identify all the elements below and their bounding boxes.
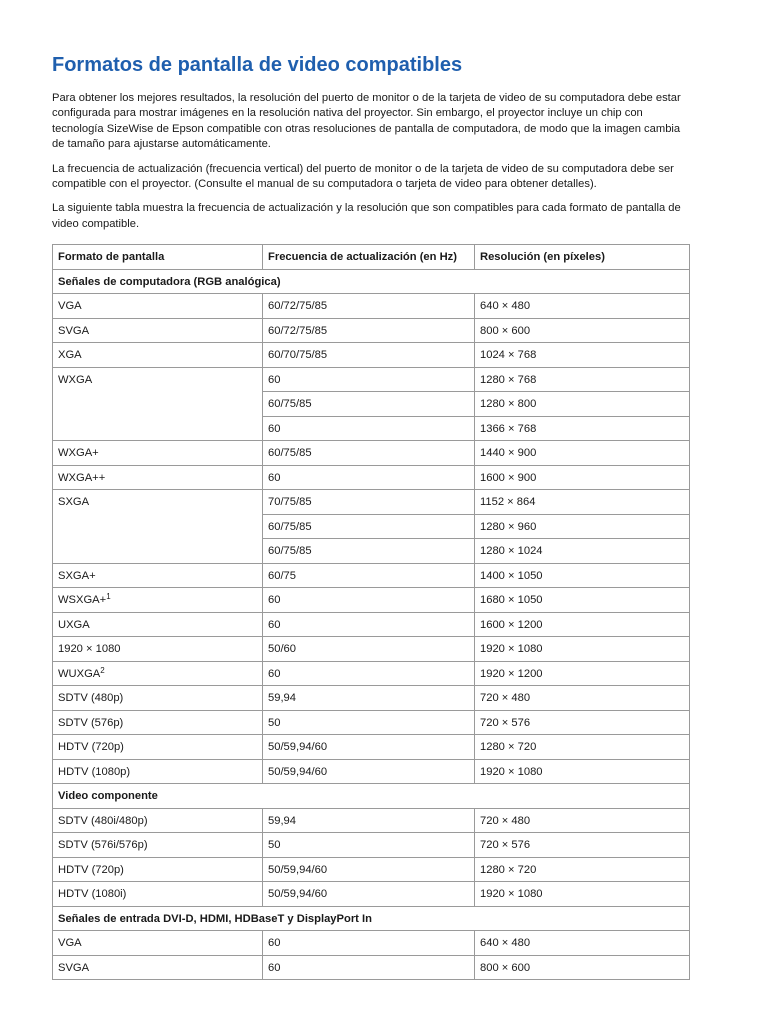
format-name-cell: [53, 710, 263, 735]
resolution-cell: 1440 × 900: [475, 441, 690, 466]
refresh-rate-cell: 60: [263, 367, 475, 392]
refresh-rate-cell: 50/59,94/60: [263, 882, 475, 907]
format-name: SVGA: [58, 324, 90, 337]
format-name-cell: [53, 833, 263, 858]
refresh-rate-cell: 60: [263, 612, 475, 637]
table-body: [53, 269, 690, 980]
format-name: SDTV (576p): [58, 716, 124, 729]
refresh-rate-cell: 50: [263, 710, 475, 735]
header-refresh-rate: Frecuencia de actualización (en Hz): [263, 245, 475, 270]
table-row: [53, 931, 690, 956]
table-row: [53, 882, 690, 907]
format-name-cell: [53, 759, 263, 784]
format-name: HDTV (1080i): [58, 888, 127, 900]
refresh-rate-cell: 60: [263, 661, 475, 686]
table-row: [53, 710, 690, 735]
format-name-cell: [53, 686, 263, 711]
resolution-cell: 800 × 600: [475, 318, 690, 343]
table-row: [53, 588, 690, 613]
format-name: WUXGA: [58, 667, 101, 680]
refresh-rate-cell: 60: [263, 955, 475, 980]
resolution-cell: 1024 × 768: [475, 343, 690, 368]
format-name: WSXGA+: [58, 594, 107, 606]
refresh-rate-cell: 60/75/85: [263, 441, 475, 466]
resolution-cell: 1680 × 1050: [475, 588, 690, 613]
format-name-cell: [53, 441, 263, 466]
table-row: [53, 833, 690, 858]
table-row: [53, 465, 690, 490]
format-name: WXGA: [58, 373, 93, 386]
format-name: SXGA+: [58, 569, 96, 582]
refresh-rate-cell: 60/75/85: [263, 539, 475, 564]
table-row: [53, 318, 690, 343]
table-header-row: [53, 245, 690, 270]
resolution-cell: 720 × 576: [475, 833, 690, 858]
refresh-rate-cell: 60: [263, 588, 475, 613]
resolution-cell: 1280 × 768: [475, 367, 690, 392]
table-row: [53, 563, 690, 588]
format-name-cell: [53, 955, 263, 980]
resolution-cell: 1600 × 1200: [475, 612, 690, 637]
format-name-cell: [53, 661, 263, 686]
refresh-rate-cell: 70/75/85: [263, 490, 475, 515]
refresh-rate-cell: 50/59,94/60: [263, 857, 475, 882]
header-display-format: Formato de pantalla: [53, 245, 263, 270]
resolution-cell: 640 × 480: [475, 931, 690, 956]
format-name-cell: [53, 588, 263, 613]
format-name-cell: [53, 490, 263, 564]
table-row: [53, 367, 690, 392]
refresh-rate-cell: 60: [263, 465, 475, 490]
table-row: [53, 612, 690, 637]
intro-paragraph-2: La frecuencia de actualización (frecuencia vertical) del puerto de monitor o de la tarjeta de video de su computadora debe ser compatible con el proyector. (Consulte el manual de su computadora o tarjeta de video para obtener detalles).: [52, 162, 674, 191]
format-name: WXGA+: [58, 447, 99, 459]
refresh-rate-cell: 50/60: [263, 637, 475, 662]
format-name: VGA: [58, 300, 82, 312]
format-name-cell: [53, 465, 263, 490]
resolution-cell: 1920 × 1080: [475, 882, 690, 907]
resolution-cell: 1400 × 1050: [475, 563, 690, 588]
refresh-rate-cell: 59,94: [263, 808, 475, 833]
resolution-cell: 720 × 576: [475, 710, 690, 735]
table-row: [53, 637, 690, 662]
format-name-cell: [53, 294, 263, 319]
section-header-row: [53, 906, 690, 931]
table-row: [53, 735, 690, 760]
format-name: HDTV (1080p): [58, 765, 131, 778]
resolution-cell: 1600 × 900: [475, 465, 690, 490]
refresh-rate-cell: 60: [263, 416, 475, 441]
format-name-cell: [53, 931, 263, 956]
section-title: Video componente: [53, 784, 690, 809]
refresh-rate-cell: 50: [263, 833, 475, 858]
refresh-rate-cell: 60/72/75/85: [263, 318, 475, 343]
refresh-rate-cell: 60/70/75/85: [263, 343, 475, 368]
format-name-cell: [53, 318, 263, 343]
resolution-cell: 720 × 480: [475, 808, 690, 833]
format-name-cell: [53, 612, 263, 637]
resolution-cell: 800 × 600: [475, 955, 690, 980]
footnote-marker: 2: [100, 665, 105, 675]
format-name: SVGA: [58, 961, 90, 974]
section-title: Señales de computadora (RGB analógica): [53, 269, 690, 294]
resolution-cell: 720 × 480: [475, 686, 690, 711]
resolution-cell: 1280 × 720: [475, 857, 690, 882]
table-row: [53, 686, 690, 711]
refresh-rate-cell: 50/59,94/60: [263, 735, 475, 760]
refresh-rate-cell: 60: [263, 931, 475, 956]
refresh-rate-cell: 60/75: [263, 563, 475, 588]
section-header-row: [53, 269, 690, 294]
section-title: Señales de entrada DVI-D, HDMI, HDBaseT y DisplayPort In: [53, 906, 690, 931]
intro-paragraph-1: Para obtener los mejores resultados, la resolución del puerto de monitor o de la tarjeta de video de su computadora debe estar configurada para mostrar imágenes en la resolución nativa del proyector. Sin embargo, el proyector incluye un chip con tecnología SizeWise de Epson compatible con otras resoluciones de pantalla de computadora, de modo que la imagen cambia de tamaño para ajustarse automáticamente.: [52, 92, 681, 151]
video-formats-table: [52, 244, 690, 980]
format-name: VGA: [58, 937, 82, 949]
resolution-cell: 1280 × 800: [475, 392, 690, 417]
page-title: Formatos de pantalla de video compatibles: [52, 54, 463, 76]
format-name-cell: [53, 637, 263, 662]
format-name-cell: [53, 857, 263, 882]
resolution-cell: 1366 × 768: [475, 416, 690, 441]
resolution-cell: 1280 × 1024: [475, 539, 690, 564]
format-name: WXGA++: [58, 471, 106, 484]
format-name: XGA: [58, 349, 82, 361]
format-name: HDTV (720p): [58, 741, 124, 753]
format-name: HDTV (720p): [58, 863, 124, 876]
table-row: [53, 490, 690, 515]
format-name: 1920 × 1080: [58, 643, 121, 655]
format-name: SDTV (576i/576p): [58, 839, 148, 851]
refresh-rate-cell: 59,94: [263, 686, 475, 711]
refresh-rate-cell: 50/59,94/60: [263, 759, 475, 784]
table-row: [53, 294, 690, 319]
table-row: [53, 343, 690, 368]
document-page: [52, 52, 692, 980]
intro-paragraph-3: La siguiente tabla muestra la frecuencia de actualización y la resolución que son compatibles para cada formato de pantalla de video compatible.: [52, 202, 681, 230]
format-name-cell: [53, 735, 263, 760]
format-name: SXGA: [58, 496, 90, 509]
footnote-marker: 1: [106, 592, 111, 601]
section-header-row: [53, 784, 690, 809]
table-row: [53, 808, 690, 833]
format-name-cell: [53, 367, 263, 441]
format-name: SDTV (480i/480p): [58, 814, 148, 827]
table-row: [53, 857, 690, 882]
format-name-cell: [53, 563, 263, 588]
refresh-rate-cell: 60/75/85: [263, 392, 475, 417]
resolution-cell: 1280 × 960: [475, 514, 690, 539]
resolution-cell: 1280 × 720: [475, 735, 690, 760]
resolution-cell: 1920 × 1080: [475, 759, 690, 784]
table-row: [53, 955, 690, 980]
resolution-cell: 1920 × 1080: [475, 637, 690, 662]
format-name-cell: [53, 343, 263, 368]
format-name: SDTV (480p): [58, 692, 124, 704]
resolution-cell: 1920 × 1200: [475, 661, 690, 686]
table-row: [53, 759, 690, 784]
table-row: [53, 661, 690, 686]
format-name: UXGA: [58, 618, 90, 631]
refresh-rate-cell: 60/72/75/85: [263, 294, 475, 319]
resolution-cell: 1152 × 864: [475, 490, 690, 515]
table-row: [53, 441, 690, 466]
format-name-cell: [53, 808, 263, 833]
format-name-cell: [53, 882, 263, 907]
resolution-cell: 640 × 480: [475, 294, 690, 319]
header-resolution: Resolución (en píxeles): [475, 245, 690, 270]
refresh-rate-cell: 60/75/85: [263, 514, 475, 539]
